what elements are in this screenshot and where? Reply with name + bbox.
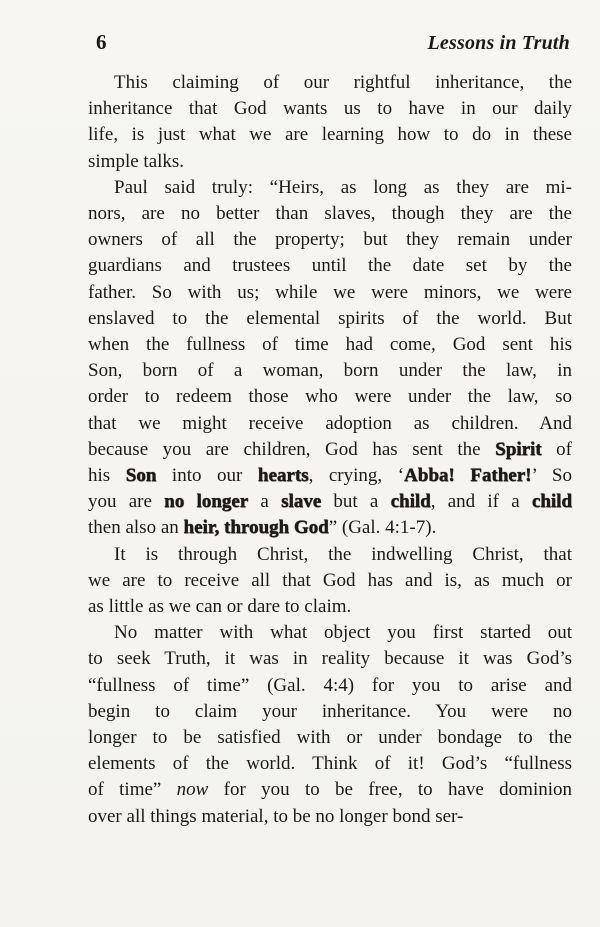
text-line <box>88 437 572 463</box>
text-line <box>88 96 572 122</box>
text-segment: enslaved to the elemental spirits of the world. But <box>88 307 572 329</box>
text-line <box>88 411 572 437</box>
text-segment: as little as we can or dare to claim. <box>88 596 352 618</box>
text-line <box>88 515 572 541</box>
page-number: 6 <box>96 30 107 54</box>
text-segment: life, is just what we are learning how to do in these <box>88 124 572 146</box>
text-line <box>88 804 572 830</box>
text-segment: , and if a <box>430 491 532 513</box>
text-line <box>88 542 572 568</box>
paragraph <box>88 70 572 175</box>
text-segment: It is through Christ, the indwelling Christ, that <box>114 543 572 565</box>
heavy-ink-text: child <box>390 491 431 513</box>
text-line <box>88 201 572 227</box>
text-line <box>88 253 572 279</box>
heavy-ink-text: slave <box>281 491 322 513</box>
text-line <box>88 306 572 332</box>
text-segment: This claiming of our rightful inheritance, the <box>114 72 572 93</box>
text-segment: of time” <box>88 779 177 801</box>
text-line <box>88 175 572 201</box>
text-segment: you are <box>88 491 165 513</box>
text-line <box>88 646 572 672</box>
text-segment: simple talks. <box>88 150 185 172</box>
text-segment: a <box>248 491 282 513</box>
text-segment: that we might receive adoption as children. And <box>88 412 572 434</box>
text-segment: of <box>541 438 573 460</box>
running-header <box>96 30 570 55</box>
text-line <box>88 673 572 699</box>
paragraph <box>88 175 572 542</box>
text-line <box>88 149 572 175</box>
text-line <box>88 384 572 410</box>
text-segment: we are to receive all that God has and is, as much or <box>88 569 572 591</box>
heavy-ink-text: child <box>531 491 572 513</box>
text-segment: , crying, ‘ <box>308 465 405 487</box>
heavy-ink-text: Spirit <box>495 438 542 460</box>
text-line <box>88 777 572 803</box>
paragraph <box>88 620 572 830</box>
text-segment: father. So with us; while we were minors, we were <box>88 281 572 303</box>
text-line <box>88 332 572 358</box>
text-segment: owners of all the property; but they remain under <box>88 229 572 251</box>
text-segment: when the fullness of time had come, God sent his <box>88 334 572 356</box>
text-line <box>88 751 572 777</box>
text-segment: over all things material, to be no longer bond ser- <box>88 805 464 827</box>
text-segment: “fullness of time” (Gal. 4:4) for you to arise and <box>88 674 572 696</box>
paragraph <box>88 542 572 621</box>
text-segment: elements of the world. Think of it! God’s “fullness <box>88 753 572 775</box>
text-segment: because you are children, God has sent the <box>88 438 496 460</box>
text-line <box>88 122 572 148</box>
heavy-ink-text: heir, through God <box>183 517 329 539</box>
text-segment: No matter with what object you first started out <box>114 622 572 644</box>
text-segment: nors, are no better than slaves, though they are the <box>88 203 572 225</box>
text-line <box>88 489 572 515</box>
text-segment: to seek Truth, it was in reality because it was God’s <box>88 648 572 670</box>
text-line <box>88 358 572 384</box>
text-segment: ” (Gal. 4:1-7). <box>328 517 437 539</box>
heavy-ink-text: no longer <box>164 491 249 513</box>
running-title: Lessons in Truth <box>427 32 570 54</box>
text-line <box>88 699 572 725</box>
heavy-ink-text: Son <box>125 465 157 487</box>
text-segment: longer to be satisfied with or under bondage to the <box>88 727 572 749</box>
text-segment: then also an <box>88 517 184 539</box>
text-segment: Son, born of a woman, born under the law, in <box>88 360 572 382</box>
text-line <box>88 280 572 306</box>
text-line <box>88 620 572 646</box>
text-line <box>88 594 572 620</box>
heavy-ink-text: hearts <box>257 465 309 487</box>
italic-text: now <box>176 779 209 801</box>
text-segment: into our <box>156 465 258 487</box>
text-segment: his <box>88 465 126 487</box>
text-segment: begin to claim your inheritance. You were no <box>88 700 572 722</box>
text-segment: inheritance that God wants us to have in our daily <box>88 98 572 120</box>
text-line <box>88 227 572 253</box>
text-segment: but a <box>321 491 391 513</box>
text-line <box>88 463 572 489</box>
text-line <box>88 725 572 751</box>
text-segment: order to redeem those who were under the law, so <box>88 386 572 408</box>
text-segment: ’ So <box>531 465 572 487</box>
heavy-ink-text: Abba! Father! <box>404 465 532 487</box>
text-segment: for you to be free, to have dominion <box>208 779 573 801</box>
text-block <box>88 70 572 830</box>
text-segment: guardians and trustees until the date set by the <box>88 255 572 277</box>
text-line <box>88 568 572 594</box>
text-segment: Paul said truly: “Heirs, as long as they are mi- <box>114 176 572 198</box>
text-line <box>88 70 572 96</box>
